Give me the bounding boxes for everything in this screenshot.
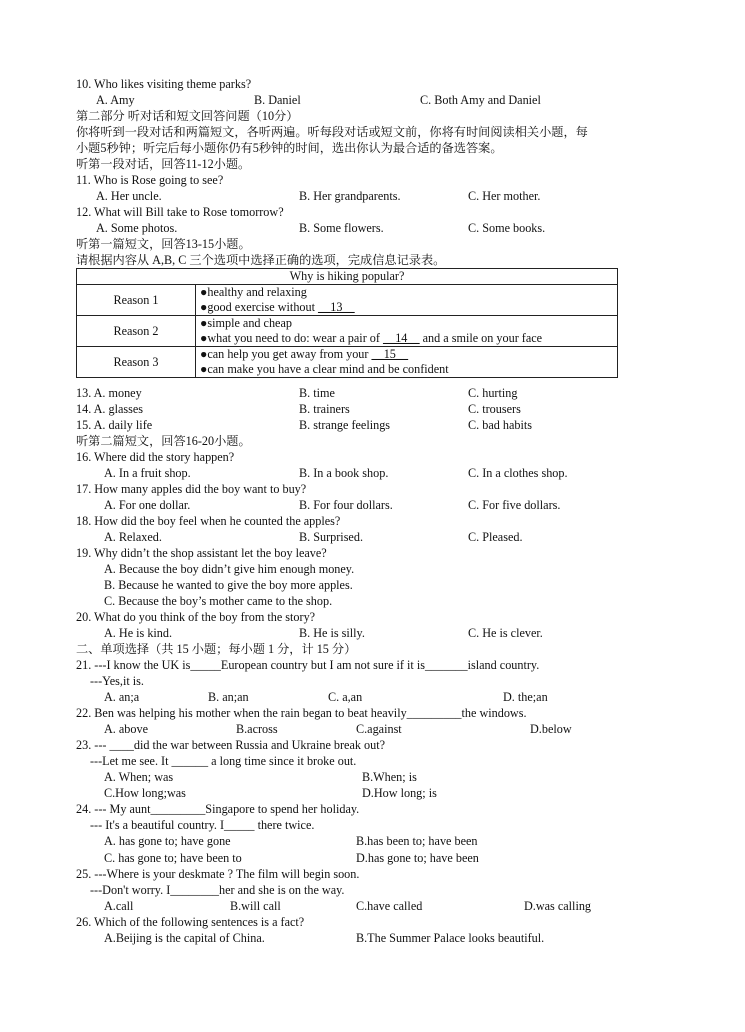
q15-option-a: 15. A. daily life <box>76 418 153 432</box>
q10-option-c: C. Both Amy and Daniel <box>420 93 541 107</box>
dialog-heading: 听第一段对话，回答11-12小题。 <box>76 157 251 171</box>
q24-stem: 24. --- My aunt_________Singapore to spend her holiday. <box>76 802 360 816</box>
q24-reply: --- It's a beautiful country. I_____ there twice. <box>90 818 315 832</box>
q16-option-a: A. In a fruit shop. <box>104 466 191 480</box>
reason-2-line2-text: ●what you need to do: wear a pair of <box>200 331 384 345</box>
section2-title: 二、单项选择（共 15 小题；每小题 1 分，计 15 分） <box>76 642 357 656</box>
reason-3-label: Reason 3 <box>77 347 196 378</box>
q21-option-a: A. an;a <box>104 690 140 704</box>
q11-stem: 11. Who is Rose going to see? <box>76 173 224 187</box>
q11-option-c: C. Her mother. <box>468 189 541 203</box>
q17-stem: 17. How many apples did the boy want to buy? <box>76 482 307 496</box>
q24-option-b: B.has been to; have been <box>356 834 478 848</box>
q23-reply: ---Let me see. It ______ a long time since it broke out. <box>90 754 357 768</box>
q25-option-d: D.was calling <box>524 899 592 913</box>
q19-option-a: A. Because the boy didn’t give him enough money. <box>104 562 355 576</box>
q20-option-a: A. He is kind. <box>104 626 173 640</box>
q20-option-b: B. He is silly. <box>299 626 365 640</box>
q21-reply: ---Yes,it is. <box>90 674 144 688</box>
q12-option-c: C. Some books. <box>468 221 546 235</box>
q26-option-b: B.The Summer Palace looks beautiful. <box>356 931 545 945</box>
q23-option-b: B.When; is <box>362 770 417 784</box>
q25-stem: 25. ---Where is your deskmate ? The film will begin soon. <box>76 867 360 881</box>
reason-1-content <box>196 285 618 316</box>
q22-option-b: B.across <box>236 722 278 736</box>
reason-2-label: Reason 2 <box>77 316 196 347</box>
reason-3-content <box>196 347 618 378</box>
q23-option-d: D.How long; is <box>362 786 437 800</box>
reason-3-line1 <box>200 347 613 362</box>
q24-option-a: A. has gone to; have gone <box>104 834 231 848</box>
reason-2-line2 <box>200 331 613 346</box>
q25-option-b: B.will call <box>230 899 281 913</box>
reason-2-line2-tail: and a smile on your face <box>419 331 543 345</box>
q12-option-a: A. Some photos. <box>96 221 178 235</box>
q24-option-d: D.has gone to; have been <box>356 851 479 865</box>
q11-option-a: A. Her uncle. <box>96 189 162 203</box>
q13-option-b: B. time <box>299 386 335 400</box>
q26-stem: 26. Which of the following sentences is a fact? <box>76 915 305 929</box>
reason-3-line1-text: ●can help you get away from your <box>200 347 372 361</box>
q14-option-b: B. trainers <box>299 402 350 416</box>
passage2-heading: 听第二篇短文，回答16-20小题。 <box>76 434 251 448</box>
q22-option-d: D.below <box>530 722 572 736</box>
blank-14: __14__ <box>383 331 420 345</box>
q18-option-b: B. Surprised. <box>299 530 363 544</box>
q16-option-c: C. In a clothes shop. <box>468 466 568 480</box>
reason-1-label: Reason 1 <box>77 285 196 316</box>
q18-option-a: A. Relaxed. <box>104 530 162 544</box>
q19-option-c: C. Because the boy’s mother came to the shop. <box>104 594 333 608</box>
q10-option-a: A. Amy <box>96 93 135 107</box>
q25-option-c: C.have called <box>356 899 423 913</box>
q23-stem: 23. --- ____did the war between Russia and Ukraine break out? <box>76 738 385 752</box>
q19-option-b: B. Because he wanted to give the boy more apples. <box>104 578 353 592</box>
table-header: Why is hiking popular? <box>77 269 618 285</box>
blank-13: __13__ <box>318 300 355 314</box>
q24-option-c: C. has gone to; have been to <box>104 851 242 865</box>
q18-option-c: C. Pleased. <box>468 530 523 544</box>
info-record-table <box>76 268 618 378</box>
passage1-instruction: 请根据内容从 A,B, C 三个选项中选择正确的选项，完成信息记录表。 <box>76 253 446 267</box>
reason-1-line2 <box>200 300 613 315</box>
q23-option-c: C.How long;was <box>104 786 186 800</box>
q14-option-c: C. trousers <box>468 402 521 416</box>
q16-stem: 16. Where did the story happen? <box>76 450 235 464</box>
reason-2-line1: ●simple and cheap <box>200 316 292 330</box>
q26-option-a: A.Beijing is the capital of China. <box>104 931 265 945</box>
q10-option-b: B. Daniel <box>254 93 301 107</box>
q23-option-a: A. When; was <box>104 770 174 784</box>
q20-option-c: C. He is clever. <box>468 626 543 640</box>
q22-stem: 22. Ben was helping his mother when the rain began to beat heavily_________the windows. <box>76 706 527 720</box>
q12-stem: 12. What will Bill take to Rose tomorrow? <box>76 205 284 219</box>
q21-stem: 21. ---I know the UK is_____European country but I am not sure if it is_______island country. <box>76 658 540 672</box>
q21-option-d: D. the;an <box>503 690 548 704</box>
q20-stem: 20. What do you think of the boy from the story? <box>76 610 316 624</box>
q12-option-b: B. Some flowers. <box>299 221 384 235</box>
q21-option-b: B. an;an <box>208 690 249 704</box>
reason-3-line2: ●can make you have a clear mind and be confident <box>200 362 449 376</box>
q15-option-c: C. bad habits <box>468 418 532 432</box>
q25-reply: ---Don't worry. I________her and she is on the way. <box>90 883 345 897</box>
part2-title: 第二部分 听对话和短文回答问题（10分） <box>76 109 299 123</box>
q11-option-b: B. Her grandparents. <box>299 189 401 203</box>
q18-stem: 18. How did the boy feel when he counted the apples? <box>76 514 341 528</box>
blank-15: __15__ <box>371 347 409 361</box>
q22-option-a: A. above <box>104 722 148 736</box>
q22-option-c: C.against <box>356 722 402 736</box>
q10-stem: 10. Who likes visiting theme parks? <box>76 77 252 91</box>
q15-option-b: B. strange feelings <box>299 418 391 432</box>
reason-1-line2-text: ●good exercise without <box>200 300 319 314</box>
q17-option-b: B. For four dollars. <box>299 498 393 512</box>
part2-instr-line1: 你将听到一段对话和两篇短文，各听两遍。听每段对话或短文前，你将有时间阅读相关小题，每 <box>76 125 588 139</box>
q14-option-a: 14. A. glasses <box>76 402 144 416</box>
q16-option-b: B. In a book shop. <box>299 466 389 480</box>
reason-1-line1: ●healthy and relaxing <box>200 285 307 299</box>
passage1-heading: 听第一篇短文，回答13-15小题。 <box>76 237 251 251</box>
q13-option-c: C. hurting <box>468 386 518 400</box>
q25-option-a: A.call <box>104 899 134 913</box>
q21-option-c: C. a,an <box>328 690 363 704</box>
reason-2-content <box>196 316 618 347</box>
q17-option-a: A. For one dollar. <box>104 498 191 512</box>
q19-stem: 19. Why didn’t the shop assistant let the boy leave? <box>76 546 327 560</box>
part2-instr-line2: 小题5秒钟；听完后每小题你仍有5秒钟的时间，选出你认为最合适的备选答案。 <box>76 141 503 155</box>
q13-option-a: 13. A. money <box>76 386 142 400</box>
q17-option-c: C. For five dollars. <box>468 498 561 512</box>
